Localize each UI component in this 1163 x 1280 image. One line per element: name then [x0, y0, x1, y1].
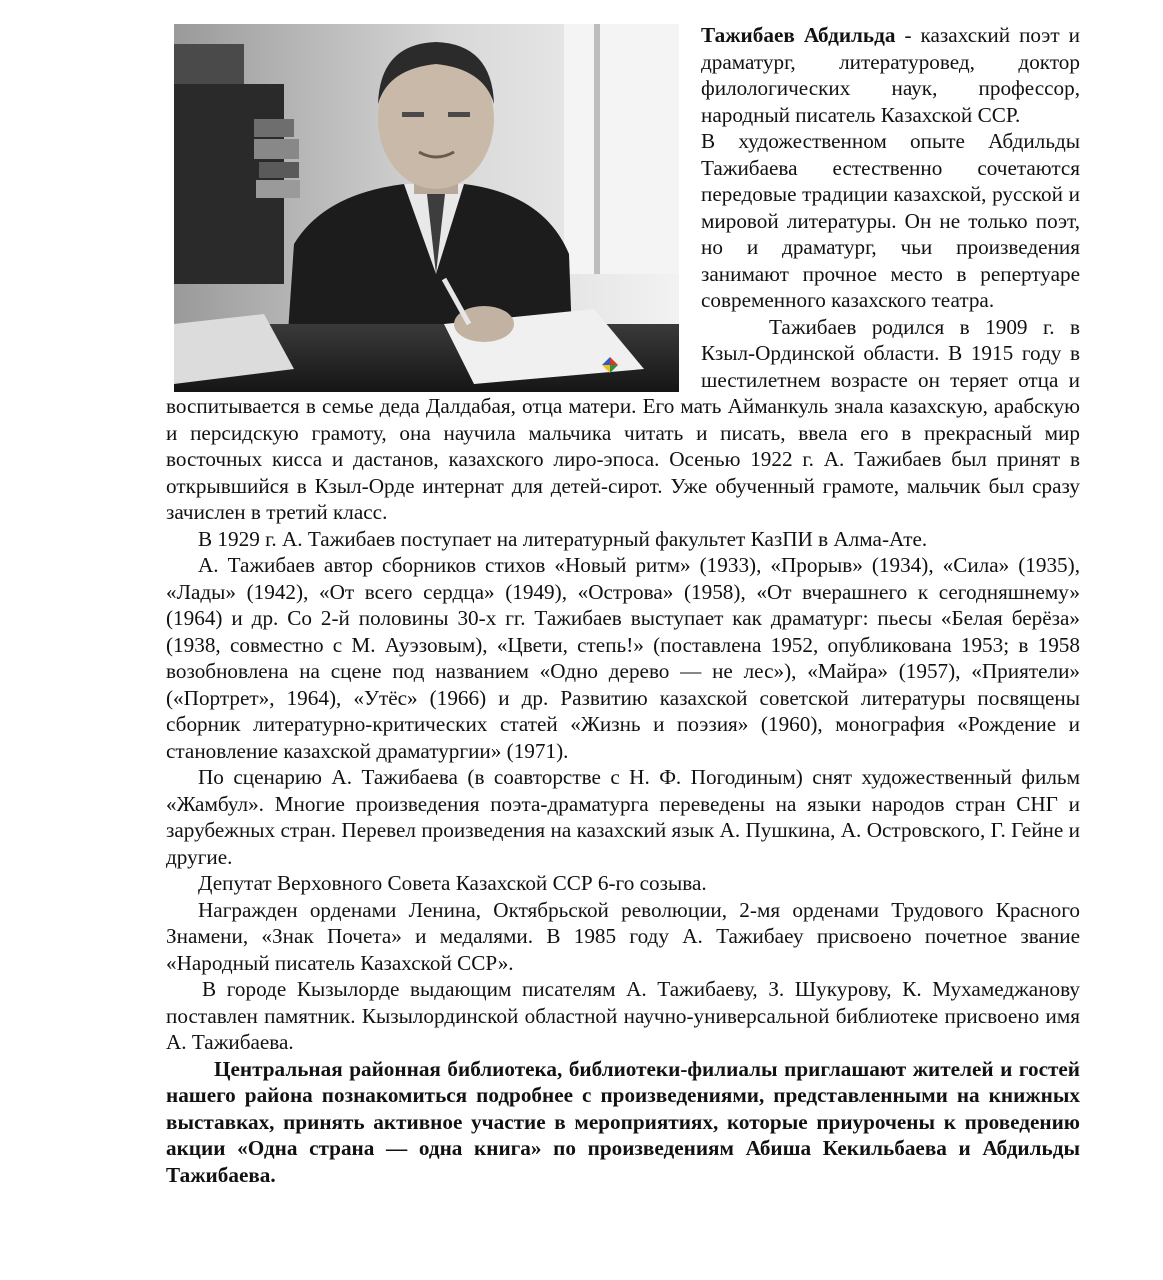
paragraph: Награжден орденами Ленина, Октябрьской революции, 2-мя орденами Трудового Красного Знамени, «Знак Почета» и медалями. В 1985 году А. Тажибаеу присвоено почетное звание «Народный писатель Казахской ССР».	[166, 897, 1080, 975]
article	[166, 22, 1080, 1188]
paragraph: Депутат Верховного Совета Казахской ССР 6-го созыва.	[198, 871, 707, 895]
paragraph: По сценарию А. Тажибаева (в соавторстве с Н. Ф. Погодиным) снят художественный фильм «Жамбул». Многие произведения поэта-драматурга переведены на языки народов стран СНГ и зарубежных стран. Перевел произведения на казахский язык А. Пушкина, А. Островского, Г. Гейне и другие.	[166, 765, 1080, 869]
closing-invitation: Центральная районная библиотека, библиотеки-филиалы приглашают жителей и гостей нашего района познакомиться подробнее с произведениями, представленными на книжных выставках, принять активное участие в мероприятиях, которые приурочены к проведению акции «Одна страна — одна книга» по произведениям Абиша Кекильбаева и Абдильды Тажибаева.	[166, 1056, 1080, 1187]
intro-text: - казахский поэт и драматург, литературовед, доктор филологических наук, профессор, народный писатель Казахской ССР.	[701, 23, 1080, 127]
paragraph: В художественном опыте Абдильды Тажибаева естественно сочетаются передовые традиции казахской, русской и мировой литературы. Он не только поэт, но и драматург, чьи произведения занимают прочное место в репертуаре современного казахского театра.	[701, 129, 1080, 312]
paragraph: В городе Кызылорде выдающим писателям А. Тажибаеву, З. Шукурову, К. Мухамеджанову поставлен памятник. Кызылординской областной научно-универсальной библиотеке присвоено имя А. Тажибаева.	[166, 977, 1080, 1054]
paragraph: Тажибаев родился в 1909 г. в Кзыл-Ординской области. В 1915 году в шестилетнем возрасте он теряет отца и воспитывается в семье деда Далдабая, отца матери. Его мать Айманкуль знала казахскую, арабскую и персидскую грамоту, она научила мальчика читать и писать, ввела его в прекрасный мир восточных кисса и дастанов, казахского лиро-эпоса. Осенью 1922 г. А. Тажибаев был принят в открывшийся в Кзыл-Орде интернат для детей-сирот. Уже обученный грамоте, мальчик был сразу зачислен в третий класс.	[166, 314, 1080, 524]
portrait-photo	[174, 24, 679, 392]
portrait-photo-icon	[174, 24, 679, 392]
paragraph: А. Тажибаев автор сборников стихов «Новый ритм» (1933), «Прорыв» (1934), «Сила» (1935), «Лады» (1942), «От всего сердца» (1949), «Острова» (1958), «От вчерашнего к сегодняшнему» (1964) и др. Со 2-й половины 30-х гг. Тажибаев выступает как драматург: пьесы «Белая берёза» (1938, совместно с М. Ауэзовым), «Цвети, степь!» (поставлена 1952, опубликована 1953; в 1958 возобновлена на сцене под названием «Одно дерево — не лес»), «Майра» (1957), «Приятели» («Портрет», 1964), «Утёс» (1966) и др. Развитию казахской советской литературы посвящены сборник литературно-критических статей «Жизнь и поэзия» (1960), монография «Рождение и становление казахской драматургии» (1971).	[166, 553, 1080, 763]
author-name: Тажибаев Абдильда	[701, 23, 896, 47]
paragraph: В 1929 г. А. Тажибаев поступает на литературный факультет КазПИ в Алма-Ате.	[198, 526, 928, 551]
